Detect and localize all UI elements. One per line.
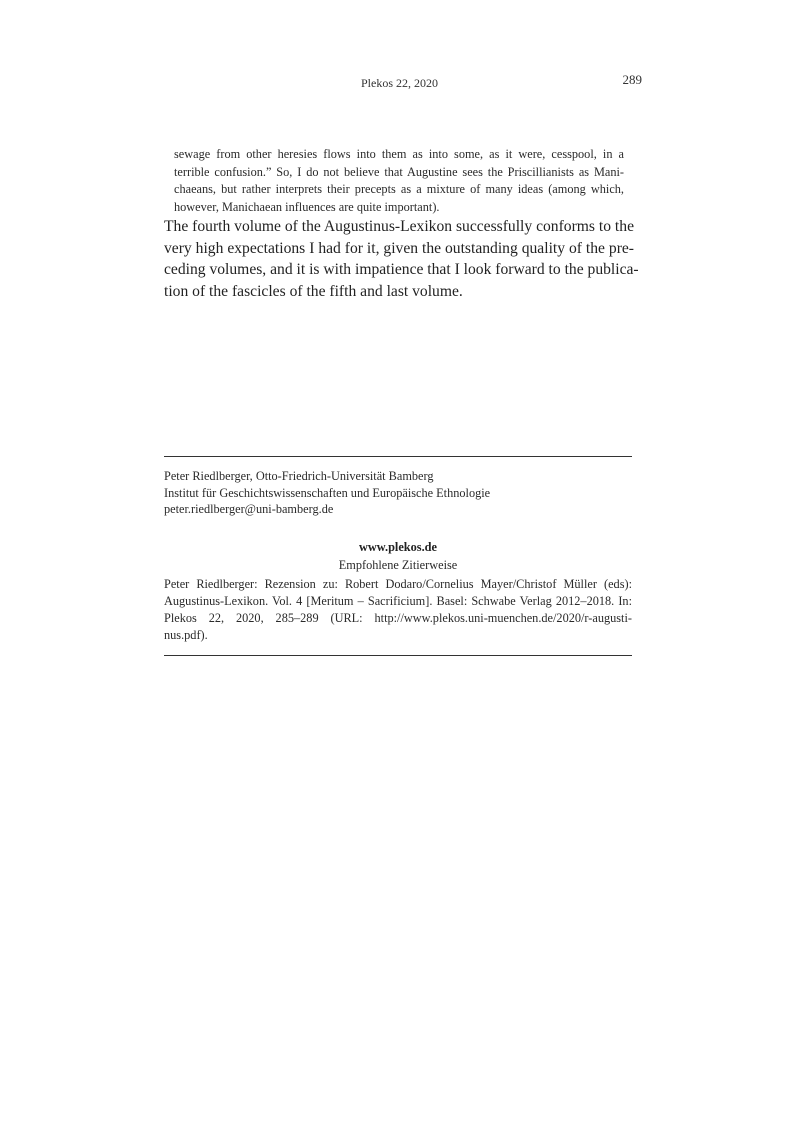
recommended-citation	[164, 576, 632, 644]
paragraph-line: very high expectations I had for it, given the outstanding quality of the pre-	[164, 239, 634, 257]
running-head	[0, 72, 799, 92]
block-quote	[174, 146, 624, 216]
author-institute: Institut für Geschichtswissenschaften und Europäische Ethnologie	[164, 485, 491, 500]
paragraph-line: The fourth volume of the Augustinus-Lexikon successfully conforms to the	[164, 218, 634, 235]
divider-bottom	[164, 655, 632, 656]
divider-top	[164, 456, 632, 457]
author-affiliation	[164, 468, 634, 518]
conclusion-paragraph	[164, 216, 639, 302]
author-name-affiliation: Peter Riedlberger, Otto-Friedrich-Universität Bamberg	[164, 469, 434, 483]
website-link: www.plekos.de	[359, 540, 437, 554]
quote-line: terrible confusion.” So, I do not believe that Augustine sees the Priscillianists as Mani-	[174, 164, 624, 179]
citation-line: Plekos 22, 2020, 285–289 (URL: http://www.plekos.uni-muenchen.de/2020/r-augusti-	[164, 611, 632, 625]
author-email: peter.riedlberger@uni-bamberg.de	[164, 502, 334, 516]
citation-heading: Empfohlene Zitierweise	[338, 558, 458, 572]
paragraph-line: ceding volumes, and it is with impatience that I look forward to the publica-	[164, 261, 639, 278]
citation-line: Peter Riedlberger: Rezension zu: Robert Dodaro/Cornelius Mayer/Christof Müller (eds):	[164, 577, 632, 591]
journal-title: Plekos 22, 2020	[360, 76, 438, 90]
page-number: 289	[622, 72, 642, 87]
quote-line: sewage from other heresies flows into them as into some, as it were, cesspool, in a	[174, 147, 624, 161]
quote-line: chaeans, but rather interprets their precepts as a mixture of many ideas (among which,	[174, 182, 624, 196]
quote-line: however, Manichaean influences are quite important).	[174, 199, 440, 214]
paragraph-line: tion of the fascicles of the fifth and last volume.	[164, 282, 463, 300]
citation-line: Augustinus-Lexikon. Vol. 4 [Meritum – Sacrificium]. Basel: Schwabe Verlag 2012–2018. In:	[164, 594, 632, 608]
citation-line: nus.pdf).	[164, 628, 208, 642]
